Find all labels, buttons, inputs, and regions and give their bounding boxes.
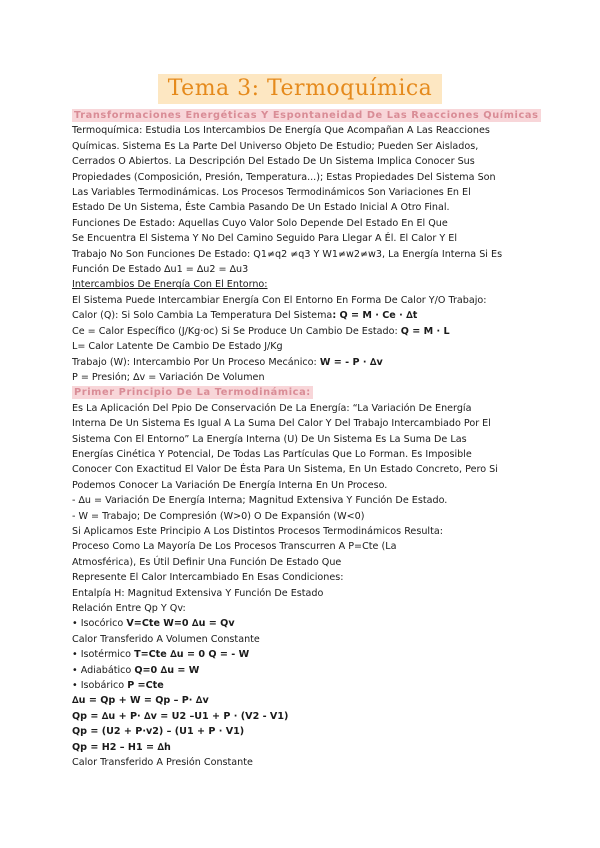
presion-line: P = Presión; ∆v = Variación De Volumen [72,371,265,383]
paragraph-line: Podemos Conocer La Variación De Energía Interna En Un Proceso. [72,479,388,491]
paragraph-line: El Sistema Puede Intercambiar Energía Con El Entorno En Forma De Calor Y/O Trabajo: [72,294,487,306]
paragraph-line: Cerrados O Abiertos. La Descripción Del Estado De Un Sistema Implica Conocer Sus [72,156,475,168]
section-heading-primer-principio: Primer Principio De La Termodinámica: [74,387,311,399]
paragraph-line: Se Encuentra El Sistema Y No Del Camino Seguido Para Llegar A Él. El Calor Y El [72,233,458,245]
document-body [72,108,539,770]
paragraph-line: Es La Aplicación Del Ppio De Conservación De La Energía: “La Variación De Energía [72,402,472,414]
paragraph-line: Función De Estado ∆u1 = ∆u2 = ∆u3 [72,264,249,276]
isocorico-note: Calor Transferido A Volumen Constante [72,633,260,645]
adiabatico-line: • Adiabático Q=0 ∆u = W [72,664,200,676]
isobarico-line: • Isobárico P =Cte [72,680,164,692]
paragraph-line: Las Variables Termodinámicas. Los Procesos Termodinámicos Son Variaciones En El [72,187,471,199]
trabajo-line: Trabajo (W): Intercambio Por Un Proceso Mecánico: W = - P · ∆v [72,356,383,368]
ce-line: Ce = Calor Específico (J/Kg·oc) Si Se Produce Un Cambio De Estado: Q = M · L [72,325,450,337]
latent-formula: Q = M · L [400,325,450,337]
calor-line: Calor (Q): Si Solo Cambia La Temperatura Del Sistema: Q = M · Ce · ∆t [72,310,418,322]
paragraph-line: Funciones De Estado: Aquellas Cuyo Valor Solo Depende Del Estado En El Que [72,217,448,229]
equation-line: Qp = H2 – H1 = ∆h [72,741,171,753]
latent-line: L= Calor Latente De Cambio De Estado J/Kg [72,341,283,353]
trabajo-formula: W = - P · ∆v [319,356,383,368]
paragraph-line: Proceso Como La Mayoría De Los Procesos Transcurren A P=Cte (La [72,541,397,553]
paragraph-line: Conocer Con Exactitud El Valor De Ésta Para Un Sistema, En Un Estado Concreto, Pero Si [72,464,498,476]
paragraph-line: Relación Entre Qp Y Qv: [72,603,186,614]
paragraph-line: Sistema Con El Entorno” La Energía Interna (U) De Un Sistema Es La Suma De Las [72,433,467,445]
final-note: Calor Transferido A Presión Constante [72,757,253,769]
section-heading-transformaciones: Transformaciones Energéticas Y Espontaneidad De Las Reacciones Químicas [74,110,539,121]
isocorico-line: • Isocórico V=Cte W=0 ∆u = Qv [72,618,235,630]
paragraph-line: - ∆u = Variación De Energía Interna; Magnitud Extensiva Y Función De Estado. [72,495,448,507]
equation-line: Qp = (U2 + P·v2) – (U1 + P · V1) [72,726,245,738]
paragraph-line: Energías Cinética Y Potencial, De Todas Las Partículas Que Lo Forman. Es Imposible [72,448,472,460]
paragraph-line: Propiedades (Composición, Presión, Temperatura...); Estas Propiedades Del Sistema Son [72,171,496,183]
page-title: Tema 3: Termoquímica [158,74,443,104]
paragraph-line: Interna De Un Sistema Es Igual A La Suma Del Calor Y Del Trabajo Intercambiado Por El [72,418,491,430]
paragraph-line: - W = Trabajo; De Compresión (W>0) O De Expansión (W<0) [72,510,365,522]
paragraph-line: Entalpía H: Magnitud Extensiva Y Función De Estado [72,587,324,599]
paragraph-line: Trabajo No Son Funciones De Estado: Q1≠q2 ≠q3 Y W1≠w2≠w3, La Energía Interna Si Es [72,248,503,260]
paragraph-line: Si Aplicamos Este Principio A Los Distintos Procesos Termodinámicos Resulta: [72,525,443,537]
calor-formula: : Q = M · Ce · ∆t [332,310,418,322]
isotermico-line: • Isotérmico T=Cte ∆u = 0 Q = - W [72,649,250,661]
paragraph-line: Termoquímica: Estudia Los Intercambios De Energía Que Acompañan A Las Reacciones [72,125,490,137]
paragraph-line: Químicas. Sistema Es La Parte Del Universo Objeto De Estudio; Pueden Ser Aislados, [72,140,479,152]
paragraph-line: Atmosférica), Es Útil Definir Una Función De Estado Que [72,556,342,568]
paragraph-line: Represente El Calor Intercambiado En Esas Condiciones: [72,572,344,584]
title-wrap [0,74,600,104]
subheading-intercambios: Intercambios De Energía Con El Entorno: [72,279,268,291]
equation-line: ∆u = Qp + W = Qp – P· ∆v [72,695,209,707]
paragraph-line: Estado De Un Sistema, Éste Cambia Pasando De Un Estado Inicial A Otro Final. [72,202,450,214]
equation-line: Qp = ∆u + P· ∆v = U2 –U1 + P · (V2 - V1) [72,710,289,722]
